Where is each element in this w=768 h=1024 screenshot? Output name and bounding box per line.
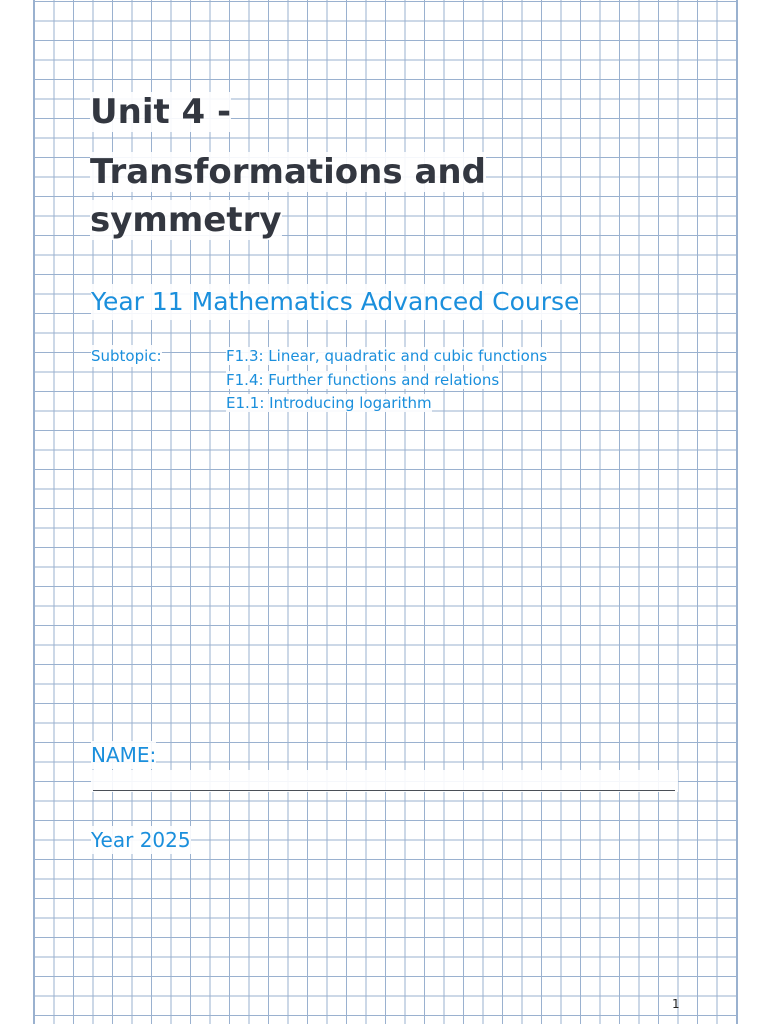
title-line-2: Transformations and (90, 152, 486, 192)
page-number: 1 (672, 997, 680, 1011)
name-entry-area (91, 770, 678, 792)
subtopic-item-text: F1.3: Linear, quadratic and cubic functions (226, 347, 548, 365)
subtopic-list (226, 345, 547, 416)
year-label: Year 2025 (91, 828, 191, 852)
subtopic-item-text: F1.4: Further functions and relations (226, 370, 500, 389)
subtopic-label: Subtopic: (91, 347, 162, 365)
subtopic-item (226, 345, 547, 369)
name-write-line (93, 790, 675, 791)
title-line-1: Unit 4 - (90, 92, 232, 132)
subtopic-item-text: E1.1: Introducing logarithm (226, 394, 432, 412)
course-name: Year 11 Mathematics Advanced Course (91, 284, 579, 320)
subtopic-item (226, 392, 547, 416)
subtopic-item (226, 369, 547, 393)
title-line-3: symmetry (90, 200, 282, 240)
name-label: NAME: (91, 743, 157, 767)
